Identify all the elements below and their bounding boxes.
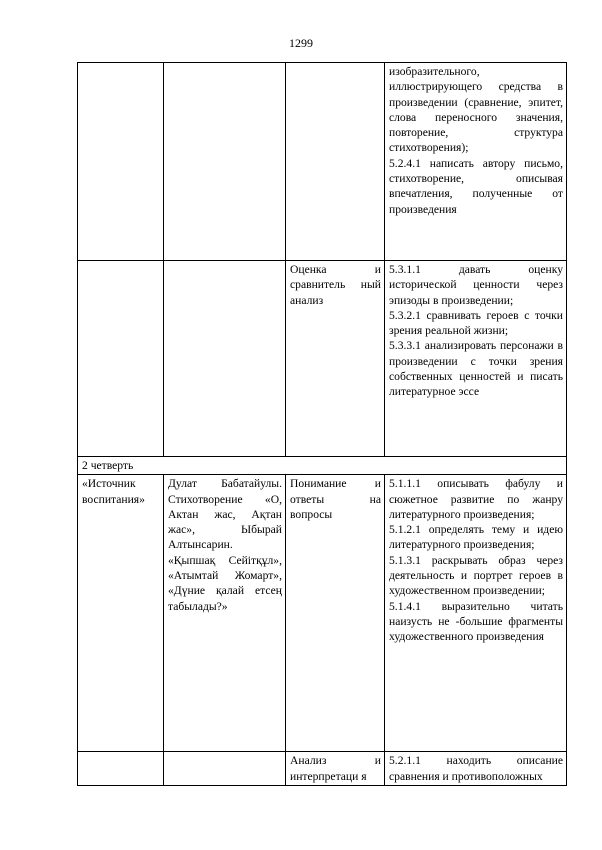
- objective-text: 5.1.2.1 определять тему и идею литературного произведения;: [389, 523, 563, 552]
- table-cell: [78, 63, 164, 261]
- table-row: [78, 63, 567, 261]
- table-cell: [385, 475, 567, 752]
- objective-text: 5.1.4.1 выразительно читать наизусть не -большие фрагменты художественного произведения: [389, 599, 563, 644]
- objective-text: 5.3.2.1 сравнивать героев с точки зрения реальной жизни;: [389, 308, 563, 338]
- table-row: [78, 752, 567, 786]
- skill-cell: Анализ и интерпретаци я: [286, 752, 385, 786]
- quarter-label: 2 четверть: [78, 457, 567, 475]
- table-cell: Оценка и сравнитель ный анализ: [286, 261, 385, 457]
- table-cell: [164, 63, 286, 261]
- skill-cell: Понимание и ответы на вопросы: [286, 475, 385, 752]
- objective-text: 5.1.3.1 раскрывать образ через деятельность и портрет героев в художественном произведении;: [389, 553, 563, 598]
- quarter-row: [78, 457, 567, 475]
- table-cell: [286, 63, 385, 261]
- objective-text: 5.3.1.1 давать оценку исторической ценности через эпизоды в произведении;: [389, 263, 563, 307]
- table-row: [78, 261, 567, 457]
- objective-text: 5.3.3.1 анализировать персонажи в произведении с точки зрения собственных ценностей и писать литературное эссе: [389, 339, 563, 399]
- works-cell: Дулат Бабатайулы. Стихотворение «О, Актан жас, Ақтан жас», Ыбырай Алтынсарин. «Қыпшақ Сейітқұл», «Атымтай Жомарт», «Дүние қалай етсең табылады?»: [164, 475, 286, 752]
- curriculum-table: [77, 62, 567, 786]
- objective-text: 5.1.1.1 описывать фабулу и сюжетное развитие по жанру литературного произведения;: [389, 477, 563, 521]
- objective-text: изобразительного, иллюстрирующего средства в произведении (сравнение, эпитет, слова переносного значения, повторение, структура стихотворения);: [389, 65, 563, 155]
- table-cell: [164, 752, 286, 786]
- table-cell: [164, 261, 286, 457]
- table-cell: [385, 261, 567, 457]
- table-cell: [385, 752, 567, 786]
- section-title: «Источник воспитания»: [78, 475, 164, 752]
- table-cell: [78, 261, 164, 457]
- table-cell: [385, 63, 567, 261]
- page-number: 1299: [289, 36, 313, 50]
- objective-text: 5.2.1.1 находить описание сравнения и противоположных: [389, 754, 563, 783]
- table-row: [78, 475, 567, 752]
- table-cell: [78, 752, 164, 786]
- objective-text: 5.2.4.1 написать автору письмо, стихотворение, описывая впечатления, полученные от произведения: [389, 156, 563, 216]
